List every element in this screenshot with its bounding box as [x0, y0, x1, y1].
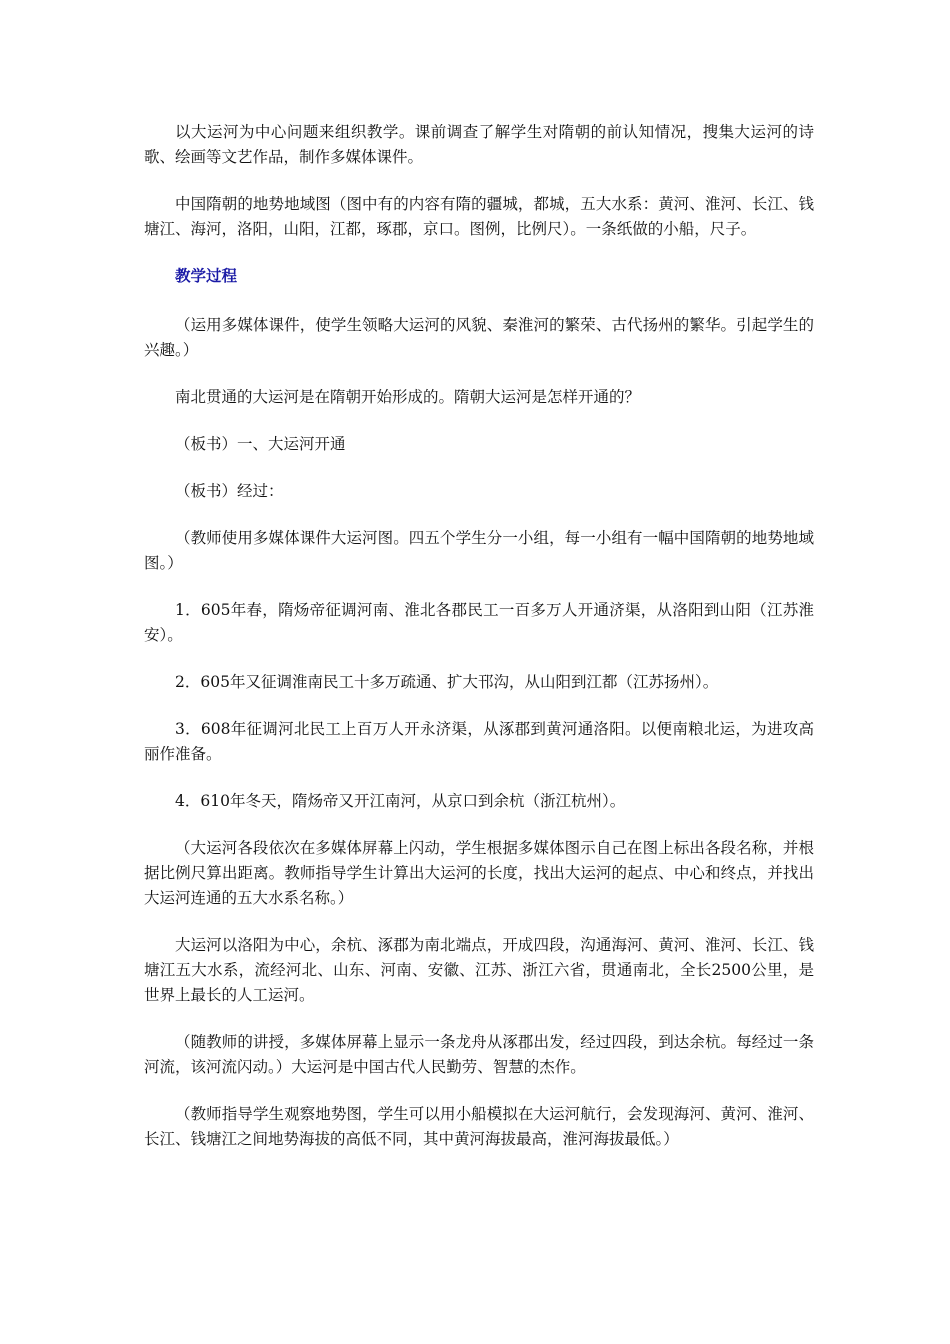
body-paragraph: （教师使用多媒体课件大运河图。四五个学生分一小组，每一小组有一幅中国隋朝的地势地域图。）	[144, 529, 814, 572]
body-paragraph: （大运河各段依次在多媒体屏幕上闪动，学生根据多媒体图示自己在图上标出各段名称，并根据比例尺算出距离。教师指导学生计算出大运河的长度，找出大运河的起点、中心和终点，并找出大运河连通的五大水系名称。）	[144, 839, 814, 907]
intro-paragraph: 以大运河为中心问题来组织教学。课前调查了解学生对隋朝的前认知情况，搜集大运河的诗歌、绘画等文艺作品，制作多媒体课件。	[144, 123, 814, 166]
section-heading: 教学过程	[175, 267, 238, 285]
blackboard-note: （板书）经过：	[175, 482, 284, 500]
numbered-item: 2．605年又征调淮南民工十多万疏通、扩大邗沟，从山阳到江都（江苏扬州）。	[175, 673, 719, 691]
body-paragraph: 大运河以洛阳为中心，余杭、涿郡为南北端点，开成四段，沟通海河、黄河、淮河、长江、钱塘江五大水系，流经河北、山东、河南、安徽、江苏、浙江六省，贯通南北，全长2500公里，是世界上最长的人工运河。	[144, 936, 814, 1004]
body-paragraph: （运用多媒体课件，使学生领略大运河的风貌、秦淮河的繁荣、古代扬州的繁华。引起学生的兴趣。）	[144, 316, 814, 359]
materials-paragraph: 中国隋朝的地势地域图（图中有的内容有隋的疆城，都城，五大水系：黄河、淮河、长江、钱塘江、海河，洛阳，山阳，江都，琢郡，京口。图例，比例尺）。一条纸做的小船，尺子。	[144, 195, 814, 238]
blackboard-note: （板书）一、大运河开通	[175, 435, 346, 453]
document-body	[144, 120, 814, 1174]
numbered-item: 1．605年春，隋炀帝征调河南、淮北各郡民工一百多万人开通济渠，从洛阳到山阳（江苏淮安）。	[144, 601, 814, 644]
body-paragraph: （随教师的讲授，多媒体屏幕上显示一条龙舟从涿郡出发，经过四段，到达余杭。每经过一条河流，该河流闪动。）大运河是中国古代人民勤劳、智慧的杰作。	[144, 1033, 814, 1076]
numbered-item: 4．610年冬天，隋炀帝又开江南河，从京口到余杭（浙江杭州）。	[175, 792, 626, 810]
numbered-item: 3．608年征调河北民工上百万人开永济渠，从涿郡到黄河通洛阳。以便南粮北运，为进攻高丽作准备。	[144, 720, 814, 763]
body-paragraph: 南北贯通的大运河是在隋朝开始形成的。隋朝大运河是怎样开通的？	[175, 388, 641, 406]
body-paragraph: （教师指导学生观察地势图，学生可以用小船模拟在大运河航行，会发现海河、黄河、淮河、长江、钱塘江之间地势海拔的高低不同，其中黄河海拔最高，淮河海拔最低。）	[144, 1105, 814, 1148]
